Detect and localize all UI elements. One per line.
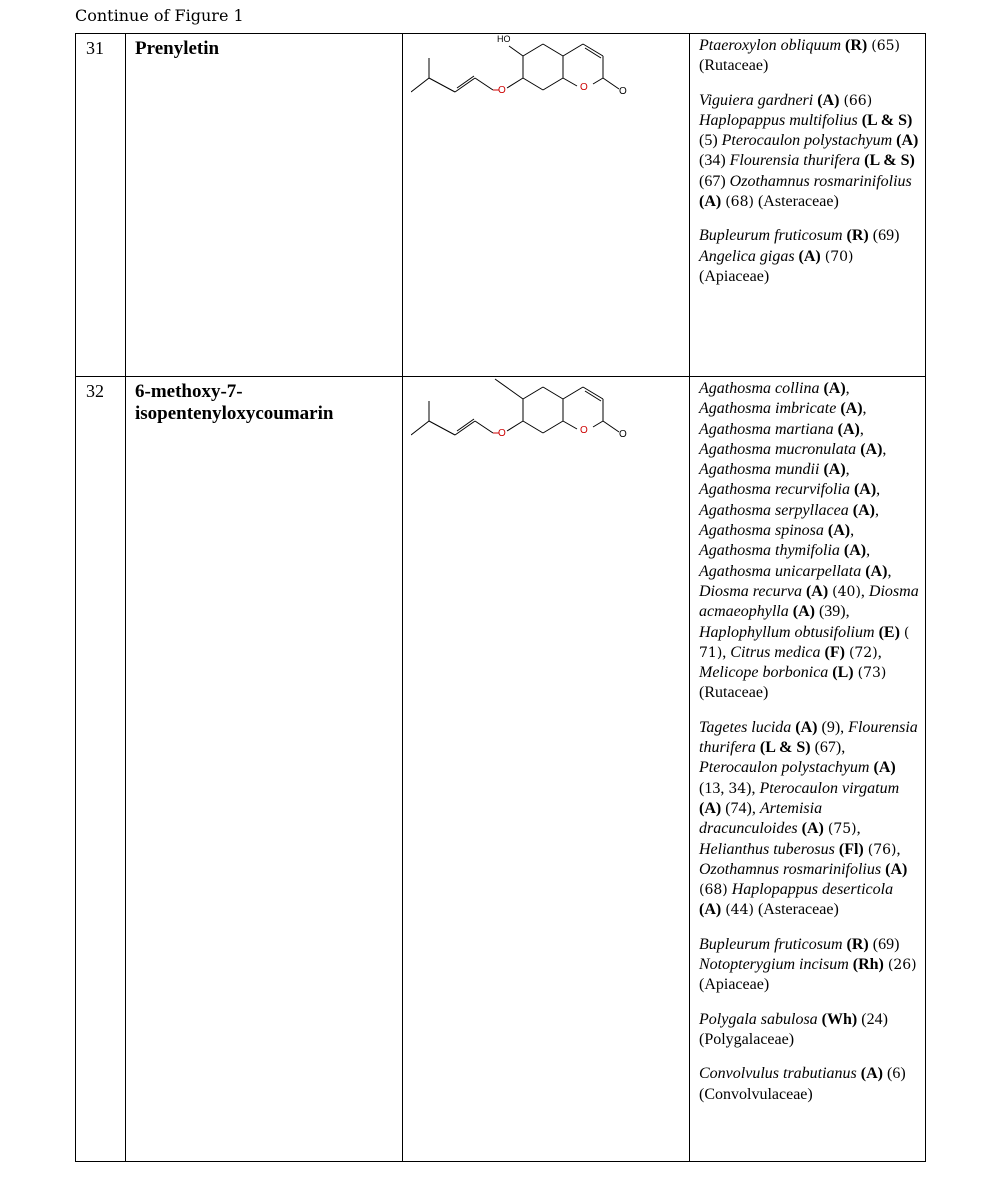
source-text: (72) bbox=[848, 644, 878, 661]
source-text: (34) bbox=[699, 152, 730, 170]
plant-part-code: (A) bbox=[805, 582, 829, 600]
source-text: (76) bbox=[867, 841, 897, 858]
table-row bbox=[76, 377, 926, 1162]
species-name: Helianthus tuberosus bbox=[699, 840, 835, 858]
plant-part-code: (A) bbox=[885, 860, 908, 878]
source-paragraph bbox=[699, 718, 919, 921]
species-name: Agathosma mucronulata bbox=[699, 440, 857, 458]
compound-name: Prenyletin bbox=[126, 34, 403, 377]
source-text: , bbox=[845, 380, 850, 397]
source-paragraph bbox=[699, 36, 919, 77]
ring-oxygen-label: O bbox=[580, 82, 588, 93]
ether-oxygen-label: O bbox=[498, 428, 506, 439]
plant-part-code: (A) bbox=[860, 440, 883, 458]
species-name: Pterocaulon polystachyum bbox=[721, 132, 893, 150]
source-text: (Rutaceae) bbox=[699, 57, 769, 75]
plant-part-code: (Rh) bbox=[852, 956, 884, 974]
source-text: , bbox=[722, 643, 731, 661]
plant-part-code: (A) bbox=[852, 501, 875, 519]
plant-part-code: (A) bbox=[823, 461, 846, 479]
plant-part-code: (A) bbox=[817, 91, 840, 109]
plant-part-code: (F) bbox=[824, 643, 845, 661]
species-name: Flourensia thurifera bbox=[699, 718, 918, 757]
plant-part-code: (R) bbox=[845, 37, 868, 54]
source-plants bbox=[690, 377, 926, 1162]
plant-part-code: (A) bbox=[840, 400, 863, 418]
plant-part-code: (A) bbox=[795, 718, 818, 736]
species-name: Ozothamnus rosmarinifolius bbox=[729, 172, 912, 190]
source-text: (Rutaceae) bbox=[699, 684, 769, 702]
plant-part-code: (Wh) bbox=[821, 1010, 858, 1028]
hydroxyl-label: HO bbox=[497, 34, 511, 44]
compound-name: 6-methoxy-7-isopentenyloxycoumarin bbox=[126, 377, 403, 1162]
chemical-structure bbox=[403, 34, 690, 377]
source-text: , bbox=[860, 582, 869, 600]
species-name: Agathosma imbricate bbox=[699, 400, 837, 418]
plant-part-code: (A) bbox=[792, 603, 815, 621]
plant-part-code: (L & S) bbox=[861, 111, 913, 129]
table-row bbox=[76, 34, 926, 377]
carbonyl-oxygen-label: O bbox=[619, 86, 627, 97]
source-text: (Apiaceae) bbox=[699, 976, 770, 994]
species-name: Ozothamnus rosmarinifolius bbox=[699, 860, 882, 878]
source-text: (44) bbox=[725, 902, 754, 919]
species-name: Polygala sabulosa bbox=[699, 1010, 818, 1028]
source-text: (65) bbox=[871, 38, 901, 54]
source-text: (Asteraceae) bbox=[753, 193, 839, 211]
species-name: Pterocaulon virgatum bbox=[759, 779, 900, 797]
source-paragraph bbox=[699, 1010, 919, 1051]
chemical-structure bbox=[403, 377, 690, 1162]
plant-part-code: (A) bbox=[896, 132, 919, 150]
source-text: 34 bbox=[728, 780, 747, 797]
source-text: ), bbox=[746, 779, 760, 797]
species-name: Agathosma spinosa bbox=[699, 522, 824, 540]
species-name: Agathosma martiana bbox=[699, 420, 834, 438]
ring-oxygen-label: O bbox=[580, 425, 588, 436]
plant-part-code: (R) bbox=[846, 935, 869, 953]
source-text: (68) bbox=[725, 194, 754, 211]
species-name: Notopterygium incisum bbox=[699, 956, 849, 974]
plant-part-code: (A) bbox=[801, 820, 824, 838]
plant-part-code: (A) bbox=[853, 481, 877, 499]
source-text: , bbox=[850, 522, 855, 540]
prenyletin-structure-drawing bbox=[411, 34, 651, 104]
source-text: (39), bbox=[814, 603, 850, 621]
species-name: Agathosma serpyllacea bbox=[699, 501, 849, 519]
species-name: Agathosma thymifolia bbox=[699, 542, 840, 560]
source-text: , bbox=[882, 440, 887, 458]
species-name: Agathosma collina bbox=[699, 380, 820, 397]
source-text: (67) bbox=[699, 172, 730, 190]
figure-caption: Continue of Figure 1 bbox=[75, 6, 244, 25]
source-paragraph bbox=[699, 1064, 919, 1105]
source-text: (73) bbox=[857, 665, 887, 682]
plant-part-code: (A) bbox=[860, 1065, 883, 1083]
species-name: Haplopappus deserticola bbox=[731, 881, 894, 899]
compound-number: 31 bbox=[76, 34, 126, 377]
source-text: (9), bbox=[817, 718, 849, 736]
plant-part-code: (A) bbox=[865, 562, 888, 580]
plant-part-code: (A) bbox=[798, 247, 821, 265]
source-text: (70) bbox=[824, 248, 854, 265]
carbonyl-oxygen-label: O bbox=[619, 429, 627, 440]
plant-part-code: (A) bbox=[699, 901, 722, 919]
plant-part-code: (L) bbox=[832, 664, 854, 682]
species-name: Diosma recurva bbox=[699, 582, 802, 600]
source-text: , bbox=[877, 643, 882, 661]
plant-part-code: (L & S) bbox=[864, 152, 915, 170]
ether-oxygen-label: O bbox=[498, 85, 506, 96]
source-paragraph bbox=[699, 379, 919, 704]
species-name: Haplophyllum obtusifolium bbox=[699, 623, 875, 641]
source-text: (Asteraceae) bbox=[753, 901, 839, 919]
source-text: (66) bbox=[843, 92, 873, 109]
source-text: (Apiaceae) bbox=[699, 267, 770, 285]
source-text: (69) bbox=[868, 935, 900, 953]
source-text: (26) bbox=[887, 957, 917, 974]
source-text: ( 71) bbox=[699, 624, 910, 661]
compound-number: 32 bbox=[76, 377, 126, 1162]
species-name: Pterocaulon polystachyum bbox=[699, 759, 870, 777]
source-text: (75) bbox=[827, 821, 857, 838]
source-paragraph bbox=[699, 226, 919, 287]
source-text: (6) (Convolvulaceae) bbox=[699, 1065, 906, 1103]
species-name: Viguiera gardneri bbox=[699, 91, 814, 109]
species-name: Agathosma mundii bbox=[699, 461, 820, 479]
source-text: (67), bbox=[810, 739, 846, 757]
plant-part-code: (A) bbox=[823, 380, 846, 397]
species-name: Bupleurum fruticosum bbox=[699, 227, 843, 245]
species-name: Agathosma unicarpellata bbox=[699, 562, 862, 580]
plant-part-code: (A) bbox=[699, 193, 722, 211]
species-name: Convolvulus trabutianus bbox=[699, 1065, 857, 1083]
species-name: Citrus medica bbox=[730, 643, 821, 661]
source-text: , bbox=[874, 501, 879, 519]
source-text: (24) (Polygalaceae) bbox=[699, 1010, 888, 1048]
methoxy-coumarin-structure-drawing bbox=[411, 377, 651, 447]
source-text: , bbox=[856, 820, 861, 838]
source-text: (69) bbox=[868, 227, 900, 245]
source-text: , bbox=[859, 420, 864, 438]
source-text: , bbox=[866, 542, 871, 560]
species-name: Flourensia thurifera bbox=[729, 152, 861, 170]
source-paragraph bbox=[699, 91, 919, 213]
plant-part-code: (A) bbox=[827, 522, 851, 540]
species-name: Angelica gigas bbox=[699, 247, 795, 265]
source-text: (13, bbox=[699, 779, 729, 797]
source-text: (68) bbox=[699, 882, 728, 899]
species-name: Tagetes lucida bbox=[699, 718, 792, 736]
plant-part-code: (A) bbox=[699, 799, 722, 817]
source-text: , bbox=[896, 840, 901, 858]
species-name: Agathosma recurvifolia bbox=[699, 481, 850, 499]
species-name: Artemisia dracunculoides bbox=[699, 799, 823, 838]
plant-part-code: (R) bbox=[846, 227, 869, 245]
compound-table bbox=[75, 33, 926, 1162]
source-text: , bbox=[876, 481, 881, 499]
source-text: (5) bbox=[699, 132, 722, 150]
plant-part-code: (Fl) bbox=[838, 840, 864, 858]
plant-part-code: (A) bbox=[873, 759, 896, 777]
source-text: , bbox=[862, 400, 867, 418]
source-text: , bbox=[887, 562, 892, 580]
source-text: , bbox=[845, 461, 850, 479]
source-text: (40) bbox=[832, 583, 861, 600]
source-paragraph bbox=[699, 935, 919, 996]
source-plants bbox=[690, 34, 926, 377]
species-name: Diosma acmaeophylla bbox=[699, 582, 919, 621]
plant-part-code: (A) bbox=[843, 542, 867, 560]
species-name: Bupleurum fruticosum bbox=[699, 935, 843, 953]
plant-part-code: (A) bbox=[837, 420, 860, 438]
plant-part-code: (L & S) bbox=[759, 739, 811, 757]
source-text: (74), bbox=[721, 799, 760, 817]
plant-part-code: (E) bbox=[878, 623, 900, 641]
species-name: Ptaeroxylon obliquum bbox=[699, 37, 842, 54]
species-name: Haplopappus multifolius bbox=[699, 111, 858, 129]
species-name: Melicope borbonica bbox=[699, 664, 829, 682]
